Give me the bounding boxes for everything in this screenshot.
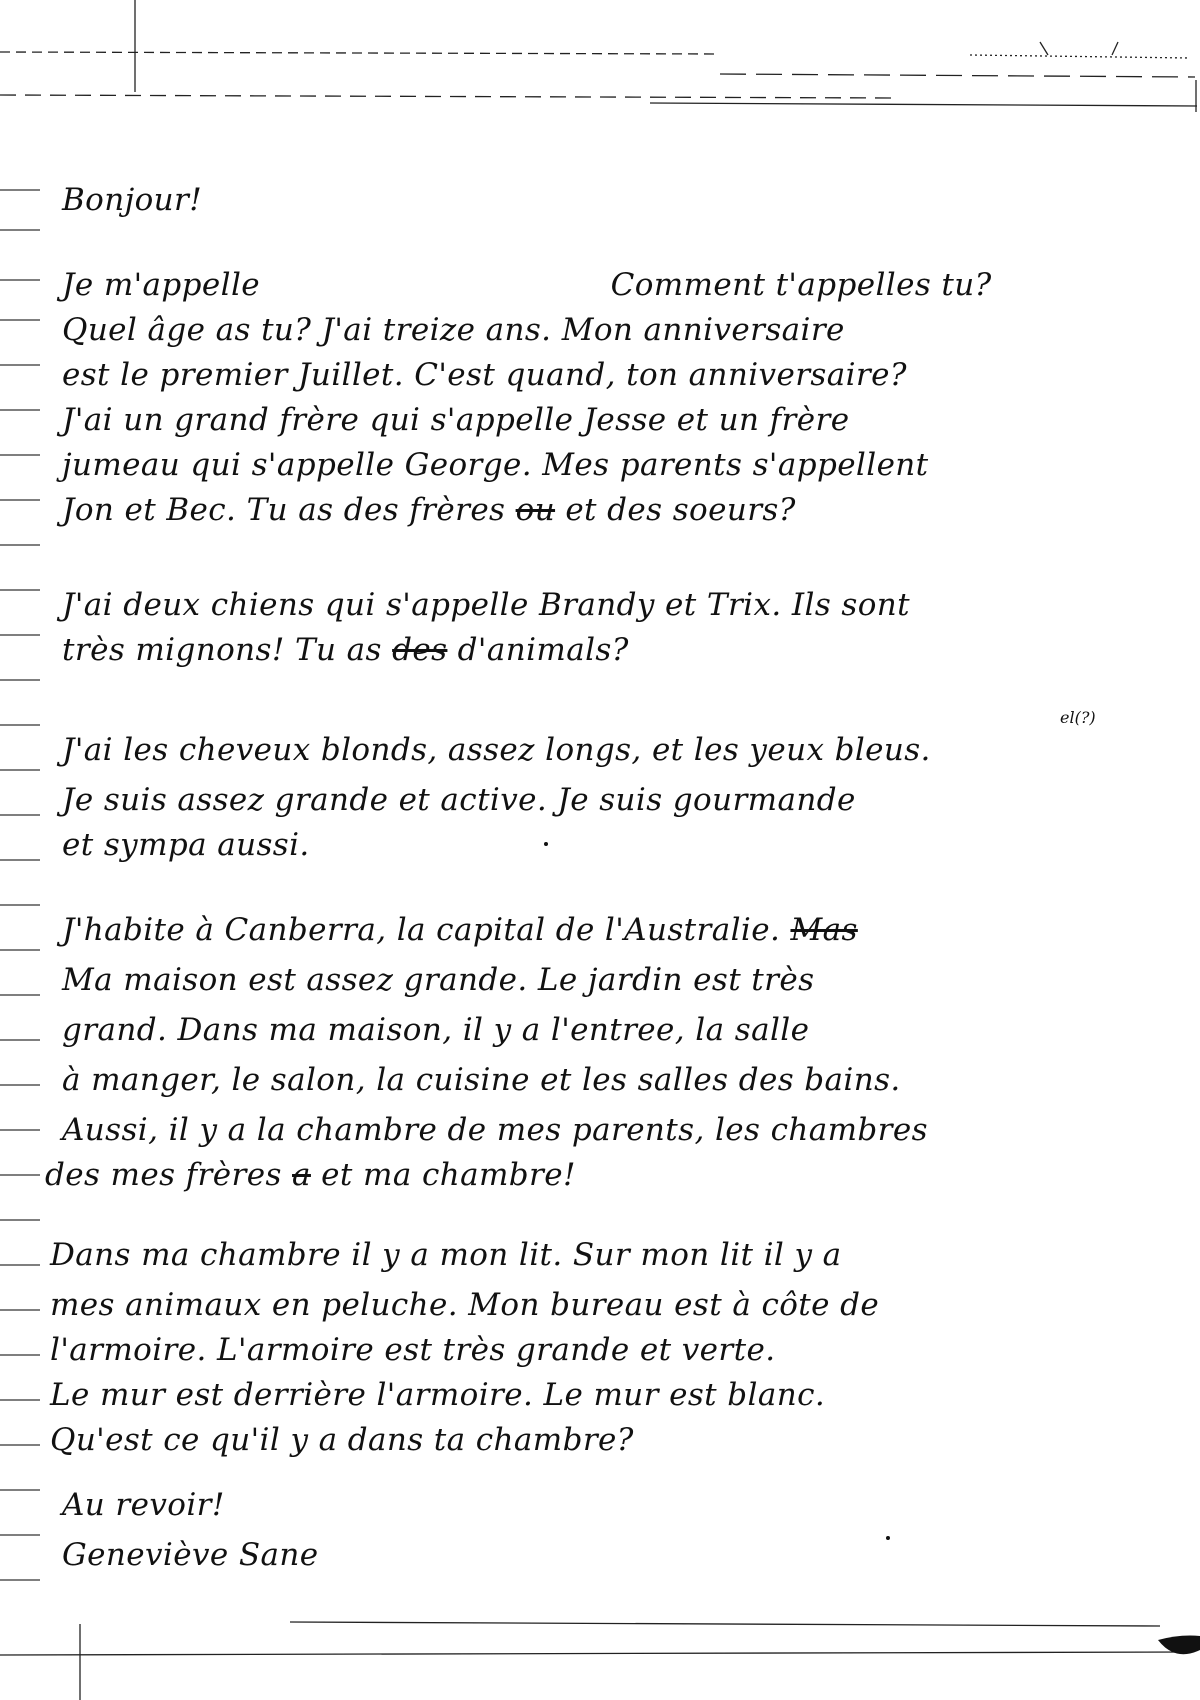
letter-line: Le mur est derrière l'armoire. Le mur est blanc. xyxy=(50,1377,826,1413)
crossed-out-word: a xyxy=(292,1157,311,1193)
signature: Geneviève Sane xyxy=(62,1537,319,1573)
letter-line xyxy=(62,630,629,670)
text-segment: des mes frères xyxy=(45,1157,293,1193)
margin-annotation: el(?) xyxy=(1060,708,1096,727)
text-segment: Jon et Bec. Tu as des frères xyxy=(62,492,516,528)
letter-line: l'armoire. L'armoire est très grande et verte. xyxy=(50,1332,776,1368)
text-segment: très mignons! Tu as xyxy=(62,632,393,668)
ink-speck xyxy=(886,1536,890,1540)
letter-line: J'ai les cheveux blonds, assez longs, et les yeux bleus. xyxy=(62,732,931,768)
greeting: Bonjour! xyxy=(62,182,203,218)
intro-text: Je m'appelle xyxy=(62,267,261,303)
letter-line xyxy=(45,1155,576,1195)
crossed-out-word: des xyxy=(392,632,448,668)
letter-line: Dans ma chambre il y a mon lit. Sur mon lit il y a xyxy=(50,1237,842,1273)
letter-line xyxy=(62,910,858,950)
crossed-out-word: ou xyxy=(515,492,556,528)
letter-line: J'ai deux chiens qui s'appelle Brandy et Trix. Ils sont xyxy=(62,587,910,623)
closing: Au revoir! xyxy=(62,1487,225,1523)
question-text: Comment t'appelles tu? xyxy=(610,267,992,303)
letter-line: mes animaux en peluche. Mon bureau est à côte de xyxy=(50,1287,880,1323)
text-segment: et des soeurs? xyxy=(555,492,796,528)
letter-line xyxy=(62,265,992,305)
text-segment: J'habite à Canberra, la capital de l'Australie. xyxy=(62,912,791,948)
text-segment: d'animals? xyxy=(447,632,629,668)
text-segment: et ma chambre! xyxy=(310,1157,576,1193)
ink-speck xyxy=(544,842,548,846)
letter-line: Quel âge as tu? J'ai treize ans. Mon anniversaire xyxy=(62,312,845,348)
letter-line: et sympa aussi. xyxy=(62,827,310,863)
letter-line: grand. Dans ma maison, il y a l'entree, la salle xyxy=(62,1012,810,1048)
letter-line: jumeau qui s'appelle George. Mes parents s'appellent xyxy=(62,447,929,483)
letter-line: à manger, le salon, la cuisine et les salles des bains. xyxy=(62,1062,901,1098)
letter-line xyxy=(62,490,796,530)
letter-line: Aussi, il y a la chambre de mes parents, les chambres xyxy=(62,1112,928,1148)
letter-line: est le premier Juillet. C'est quand, ton anniversaire? xyxy=(62,357,907,393)
letter-line: Je suis assez grande et active. Je suis gourmande xyxy=(62,782,856,818)
letter-line: Qu'est ce qu'il y a dans ta chambre? xyxy=(50,1422,634,1458)
crossed-out-word: Mas xyxy=(790,912,858,948)
letter-line: J'ai un grand frère qui s'appelle Jesse et un frère xyxy=(62,402,850,438)
letter-line: Ma maison est assez grande. Le jardin est très xyxy=(62,962,815,998)
